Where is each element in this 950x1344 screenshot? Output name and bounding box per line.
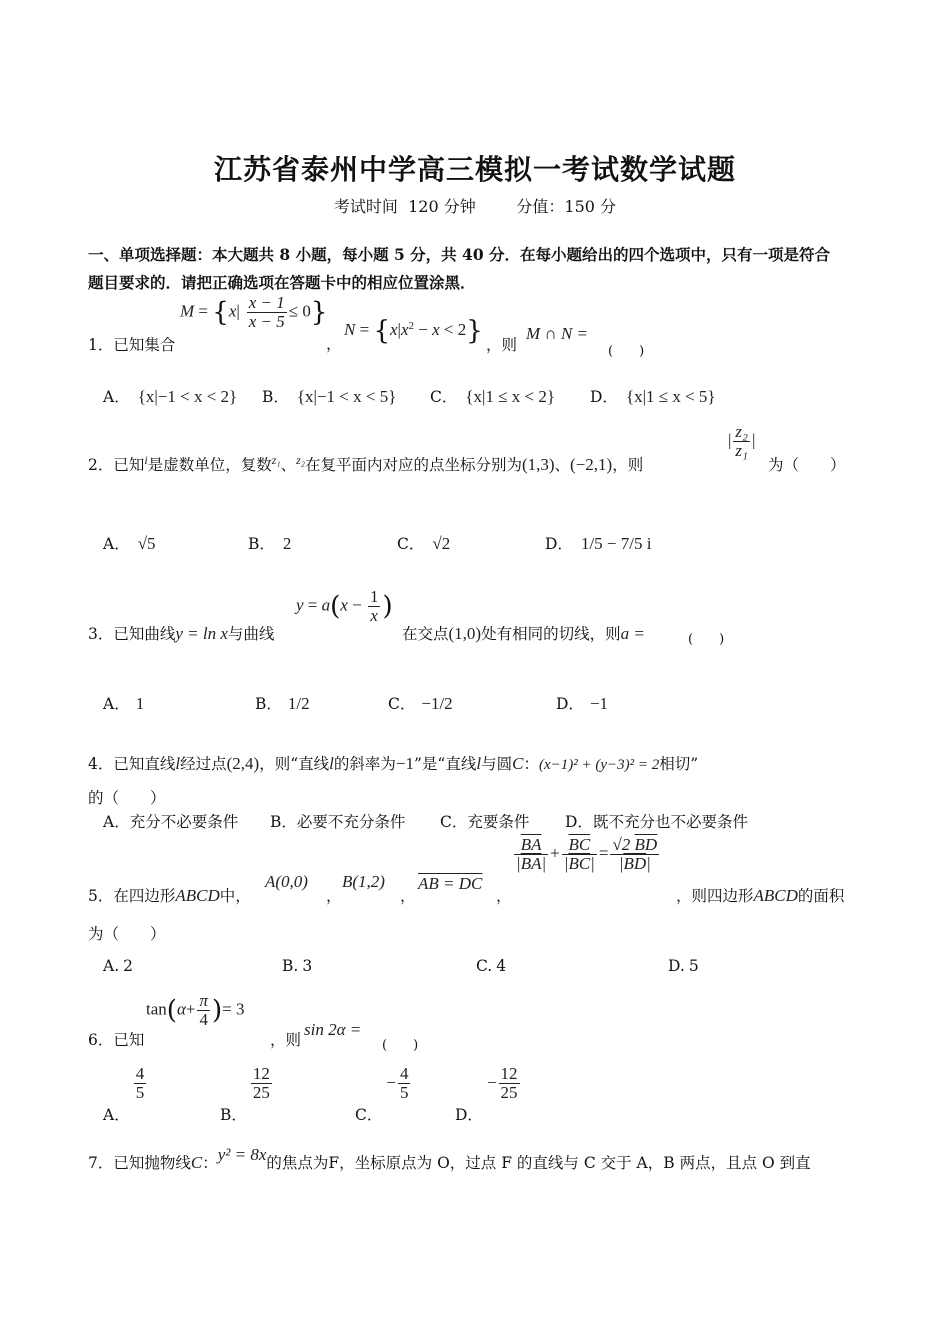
q1-intersection: M ∩ N = <box>526 324 588 343</box>
section-line-2: 题目要求的．请把正确选项在答题卡中的相应位置涂黑． <box>88 273 476 292</box>
q2-option-b: B． 2 <box>248 534 292 553</box>
q3-option-b: B． 1/2 <box>255 694 310 713</box>
q5-stem-line2: 为（ ） <box>88 925 166 943</box>
page-title: 江苏省泰州中学高三模拟一考试数学试题 <box>213 153 736 186</box>
section-line-1: 一、单项选择题：本大题共 8 小题，每小题 5 分，共 40 分．在每小题给出的四个选项中，只有一项是符合 <box>88 245 831 264</box>
q1-answer-blank: ( ) <box>608 344 645 359</box>
q4-option-c: C．充要条件 <box>440 813 530 831</box>
q2-option-d: D． 1/5 − 7/5 i <box>545 534 652 553</box>
q6-then: ，则 <box>270 1031 302 1049</box>
q3-stem-a: 3．已知曲线y = ln x与曲线 <box>88 624 275 643</box>
q6-option-b: B． $\frac{12}{25}$ <box>220 1064 270 1124</box>
q6-option-c: C．− $\frac{4}{5}$ <box>355 1064 409 1124</box>
q6-given: tan(α+ $\frac{\pi}{4}$ )= 3 <box>146 991 245 1029</box>
q4-option-d: D．既不充分也不必要条件 <box>565 813 748 831</box>
exam-time: 考试时间 120 分钟 <box>333 197 476 216</box>
q2-option-a: A． √5 <box>103 534 156 553</box>
q3-option-d: D． −1 <box>556 694 609 713</box>
q1-stem-label: 1．已知集合 <box>88 336 176 354</box>
q1-option-a: A． {x|−1 < x < 2} <box>103 387 238 406</box>
q1-set-M: M = {x| $\frac{x - 1}{x - 5}$ ≤ 0} <box>180 293 328 331</box>
q1-set-N: $N = \{x|x^2 - x < 2\}$ <box>344 316 483 346</box>
q6-option-a: A． $\frac{4}{5}$ <box>103 1064 145 1124</box>
q5-option-b: B. 3 <box>282 957 313 975</box>
section-instructions <box>88 241 868 297</box>
q1-then: ，则 <box>486 336 518 354</box>
q5-vector-condition: $\frac{\overline{BA}}{|\overline{BA}|}$ + $\frac{\overline{BC}}{|\overline{BC}|}$ = $\frac{√2 \overline{BD}}{|\overline{BD}|}$ <box>516 835 658 873</box>
q5-option-c: C. 4 <box>476 957 507 975</box>
q4-option-a: A．充分不必要条件 <box>103 813 239 831</box>
exam-page: 江苏省泰州中学高三模拟一考试数学试题 考试时间 120 分钟 分值：150 分 一、单项选择题：本大题共 8 小题，每小题 5 分，共 40 分．在每小题给出的四个选项中，只有一项是符合 题目要求的．请把正确选项在答题卡中的相应位置涂黑． 1．已知集合 M = {x| $\frac{x - 1}{x - 5}$ ≤ 0} ， $N = \{x|x^2 - x < 2\}$ ，则 M ∩ N = ( ) A． {x|−1 < x < 2} B． {x|−1 < x < 5} C． {x|1 ≤ x < 2} D． {x|1 ≤ x < 5} 2．已知$^i$是虚数单位，复数$^{z_1}$、$^{z_2}$在复平面内对应的点坐标分别为(1,3)、(−2,1)，则 | $\frac{\text{z₂}}{\text{z₁}}$ | 为（ ） A． √5 B． 2 C． √2 D． 1/5 − 7/5 i 3．已知曲线y = ln x与曲线 y = a(x − $\frac{1}{x}$ ) 在交点(1,0)处有相同的切线，则a = ( ) A． 1 B． 1/2 C． −1/2 D． −1 4．已知直线l经过点(2,4)，则“直线l的斜率为−1”是“直线l与圆C：(x−1)² + (y−3)² = 2相切” 的（ ） A．充分不必要条件 B．必要不充分条件 C．充要条件 D．既不充分也不必要条件 5．在四边形ABCD中， A(0,0) ， B(1,2) ， AB = DC ， $\frac{\overline{BA}}{|\overline{BA}|}$ + $\frac{\overline{BC}}{|\overline{BC}|}$ = $\frac{√2 \overline{BD}}{|\overline{BD}|}$ ，则四边形ABCD的面积 为（ ） A. 2 B. 3 C. 4 D. 5 6．已知 tan(α+ $\frac{\pi}{4}$ )= 3 ，则 sin 2α = ( ) A． $\frac{4}{5}$ B． $\frac{12}{25}$ C．− $\frac{4}{5}$ D．− $\frac{12}{25}$ 7．已知抛物线C：y² = 8x的焦点为F，坐标原点为 O，过点 F 的直线与 C 交于 A，B 两点，且点 O 到直 <box>0 0 950 1344</box>
q2-modulus-fraction: | $\frac{\text{z₂}}{\text{z₁}}$ | <box>728 422 756 460</box>
q4-stem-line1: 4．已知直线l经过点(2,4)，则“直线l的斜率为−1”是“直线l与圆C：(x−1)² + (y−3)² = 2相切” <box>88 754 699 773</box>
q3-option-c: C． −1/2 <box>388 694 453 713</box>
q1-option-d: D． {x|1 ≤ x < 5} <box>590 387 716 406</box>
q2-option-c: C． √2 <box>397 534 451 553</box>
q6-stem-a: 6．已知 <box>88 1031 145 1049</box>
q5-option-d: D. 5 <box>668 957 699 975</box>
q3-stem-b: 在交点(1,0)处有相同的切线，则a = <box>402 624 645 643</box>
q3-option-a: A． 1 <box>103 694 145 713</box>
q5-option-a: A. 2 <box>103 957 133 975</box>
q2-answer-blank: 为（ ） <box>768 456 846 474</box>
q6-option-d: D．− $\frac{12}{25}$ <box>455 1064 518 1124</box>
q6-answer-blank: ( ) <box>382 1038 419 1053</box>
q5-stem-b: ，则四边形ABCD的面积 <box>676 886 845 905</box>
q5-stem-a: 5．在四边形ABCD中， <box>88 886 251 905</box>
q4-stem-line2: 的（ ） <box>88 789 166 807</box>
q1-option-b: B． {x|−1 < x < 5} <box>262 387 397 406</box>
q5-point-a: A(0,0) <box>265 872 308 891</box>
q6-expr: sin 2α = <box>304 1020 362 1039</box>
q5-vector-equality: AB = DC <box>418 874 483 893</box>
q3-answer-blank: ( ) <box>688 632 725 647</box>
q1-option-c: C． {x|1 ≤ x < 2} <box>430 387 556 406</box>
exam-score: 分值：150 分 <box>516 197 617 216</box>
exam-info <box>0 194 950 217</box>
q3-curve2: y = a(x − $\frac{1}{x}$ ) <box>296 587 393 625</box>
q2-stem: 2．已知$^i$是虚数单位，复数$^{z_1}$、$^{z_2}$在复平面内对应的点坐标分别为(1,3)、(−2,1)，则 <box>88 453 644 474</box>
q7-stem: 7．已知抛物线C：y² = 8x的焦点为F，坐标原点为 O，过点 F 的直线与 C 交于 A，B 两点，且点 O 到直 <box>88 1145 811 1172</box>
q5-point-b: B(1,2) <box>342 872 385 891</box>
q4-option-b: B．必要不充分条件 <box>270 813 406 831</box>
